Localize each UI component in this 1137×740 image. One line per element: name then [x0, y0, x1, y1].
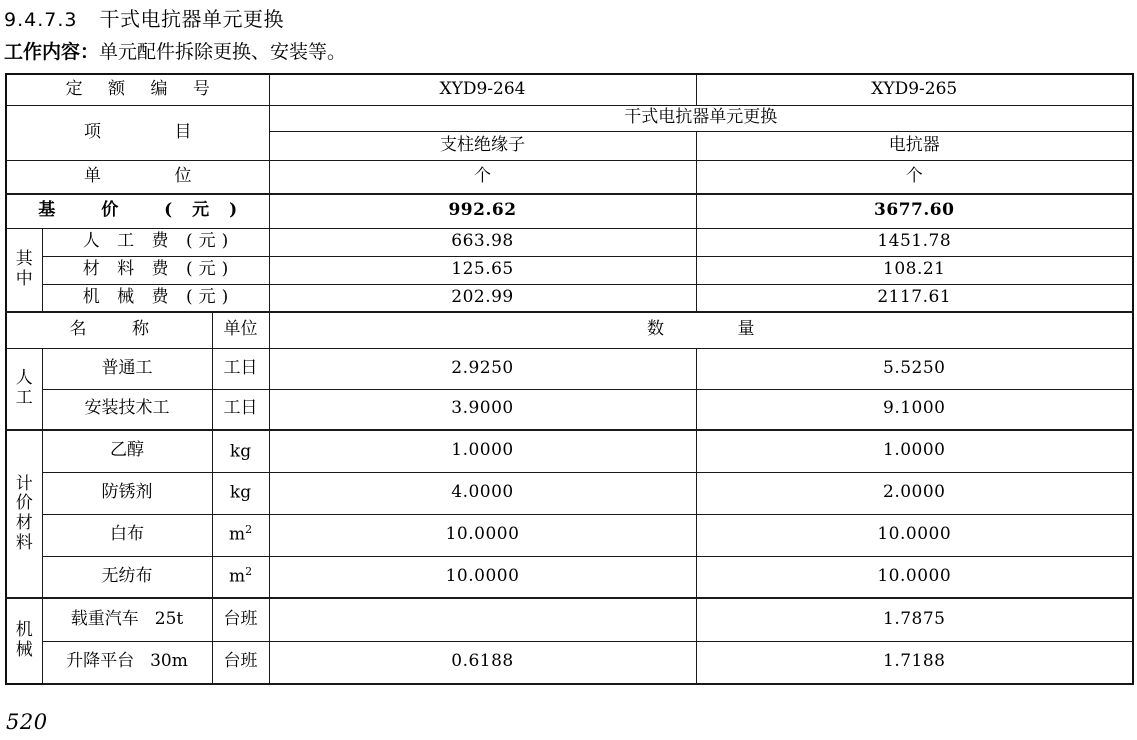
section-title: 干式电抗器单元更换 — [99, 7, 284, 31]
page-number: 520 — [6, 710, 48, 734]
table-row-material-item — [6, 556, 1133, 598]
machinery-item-value-col2: 1.7875 — [696, 598, 1133, 641]
labor-item-unit: 工日 — [212, 389, 269, 430]
table-row-material-item — [6, 430, 1133, 472]
label-quantity-column: 数 量 — [269, 312, 1133, 348]
table-row-project-title — [6, 105, 1133, 131]
section-heading — [4, 4, 1137, 35]
label-unit: 单 位 — [6, 160, 269, 194]
label-machine-fee: 机 械 费 (元) — [42, 284, 269, 312]
label-labor-fee: 人 工 费 (元) — [42, 228, 269, 256]
material-item-name: 乙醇 — [42, 430, 212, 472]
label-name-column: 名 称 — [6, 312, 212, 348]
material-item-value-col2: 10.0000 — [696, 514, 1133, 556]
label-base-price: 基 价 (元) — [6, 194, 269, 228]
group-label-machinery-char-0: 机 — [15, 620, 33, 641]
value-code-col2: XYD9-265 — [696, 74, 1133, 105]
labor-item-value-col1: 2.9250 — [269, 348, 696, 389]
table-row-base-price — [6, 194, 1133, 228]
material-item-value-col2: 1.0000 — [696, 430, 1133, 472]
group-label-priced-material-char-3: 料 — [15, 532, 33, 553]
table-row-labor-item — [6, 389, 1133, 430]
labor-item-value-col2: 9.1000 — [696, 389, 1133, 430]
material-item-unit-base: m — [228, 525, 246, 546]
material-item-unit — [212, 556, 269, 598]
label-project: 项 目 — [6, 105, 269, 160]
group-label-priced-material-char-0: 计 — [15, 473, 33, 494]
value-machine-fee-col2: 2117.61 — [696, 284, 1133, 312]
label-quota-code: 定 额 编 号 — [6, 74, 269, 105]
group-label-machinery — [6, 598, 42, 684]
material-item-unit-base: m — [228, 566, 246, 587]
material-item-unit — [212, 430, 269, 472]
group-label-among-which — [6, 228, 42, 312]
material-item-name: 无纺布 — [42, 556, 212, 598]
group-label-among-which-char-1: 中 — [15, 268, 33, 289]
material-item-value-col2: 2.0000 — [696, 472, 1133, 514]
work-content-text: 单元配件拆除更换、安装等。 — [99, 41, 347, 63]
label-unit-column: 单位 — [212, 312, 269, 348]
material-item-name: 防锈剂 — [42, 472, 212, 514]
labor-item-unit: 工日 — [212, 348, 269, 389]
material-item-unit-exp: 2 — [245, 523, 253, 537]
group-label-priced-material — [6, 430, 42, 598]
machinery-item-unit: 台班 — [212, 641, 269, 684]
heading-block — [0, 0, 1137, 67]
work-content-line — [4, 37, 1137, 67]
group-label-labor-char-0: 人 — [15, 368, 33, 389]
value-material-fee-col2: 108.21 — [696, 256, 1133, 284]
material-item-name: 白布 — [42, 514, 212, 556]
work-content-label: 工作内容： — [4, 41, 100, 63]
material-item-unit — [212, 472, 269, 514]
material-item-value-col1: 1.0000 — [269, 430, 696, 472]
group-label-among-which-char-0: 其 — [15, 249, 33, 270]
table-row-unit — [6, 160, 1133, 194]
table-row-machinery-item — [6, 598, 1133, 641]
machinery-item-name-text: 升降平台 — [66, 651, 135, 672]
material-item-unit-base: kg — [229, 483, 252, 504]
machinery-item-name-text: 载重汽车 — [70, 608, 139, 629]
machinery-item-size: 30m — [150, 651, 188, 672]
value-project-col2: 电抗器 — [696, 131, 1133, 160]
machinery-item-value-col1: 0.6188 — [269, 641, 696, 684]
material-item-unit-exp: 2 — [245, 565, 253, 579]
value-machine-fee-col1: 202.99 — [269, 284, 696, 312]
value-unit-col2: 个 — [696, 160, 1133, 194]
labor-item-name: 安装技术工 — [42, 389, 212, 430]
table-row-material-item — [6, 514, 1133, 556]
machinery-item-unit: 台班 — [212, 598, 269, 641]
material-item-unit — [212, 514, 269, 556]
material-item-value-col1: 4.0000 — [269, 472, 696, 514]
label-material-fee: 材 料 费 (元) — [42, 256, 269, 284]
section-number: 9.4.7.3 — [4, 9, 78, 31]
quota-table — [5, 73, 1134, 685]
value-code-col1: XYD9-264 — [269, 74, 696, 105]
value-base-price-col1: 992.62 — [269, 194, 696, 228]
table-row-machinery-item — [6, 641, 1133, 684]
labor-item-name: 普通工 — [42, 348, 212, 389]
material-item-value-col1: 10.0000 — [269, 556, 696, 598]
value-labor-fee-col2: 1451.78 — [696, 228, 1133, 256]
machinery-item-value-col2: 1.7188 — [696, 641, 1133, 684]
value-unit-col1: 个 — [269, 160, 696, 194]
value-project-col1: 支柱绝缘子 — [269, 131, 696, 160]
material-item-value-col2: 10.0000 — [696, 556, 1133, 598]
value-labor-fee-col1: 663.98 — [269, 228, 696, 256]
table-row-machine-fee — [6, 284, 1133, 312]
group-label-machinery-char-1: 械 — [15, 640, 33, 660]
machinery-item-name — [42, 598, 212, 641]
group-label-labor-char-1: 工 — [15, 387, 33, 408]
machinery-item-value-col1 — [269, 598, 696, 641]
material-item-value-col1: 10.0000 — [269, 514, 696, 556]
table-row-labor-fee — [6, 228, 1133, 256]
labor-item-value-col1: 3.9000 — [269, 389, 696, 430]
value-material-fee-col1: 125.65 — [269, 256, 696, 284]
table-row-material-item — [6, 472, 1133, 514]
table-row-quota-code — [6, 74, 1133, 105]
table-row-material-fee — [6, 256, 1133, 284]
labor-item-value-col2: 5.5250 — [696, 348, 1133, 389]
machinery-item-size: 25t — [154, 608, 184, 629]
material-item-unit-base: kg — [229, 441, 252, 462]
table-row-detail-header — [6, 312, 1133, 348]
value-base-price-col2: 3677.60 — [696, 194, 1133, 228]
machinery-item-name — [42, 641, 212, 684]
group-label-labor — [6, 348, 42, 430]
table-row-labor-item — [6, 348, 1133, 389]
group-label-priced-material-char-2: 材 — [15, 513, 33, 533]
value-project-span-title: 干式电抗器单元更换 — [269, 105, 1133, 131]
group-label-priced-material-char-1: 价 — [15, 493, 33, 514]
